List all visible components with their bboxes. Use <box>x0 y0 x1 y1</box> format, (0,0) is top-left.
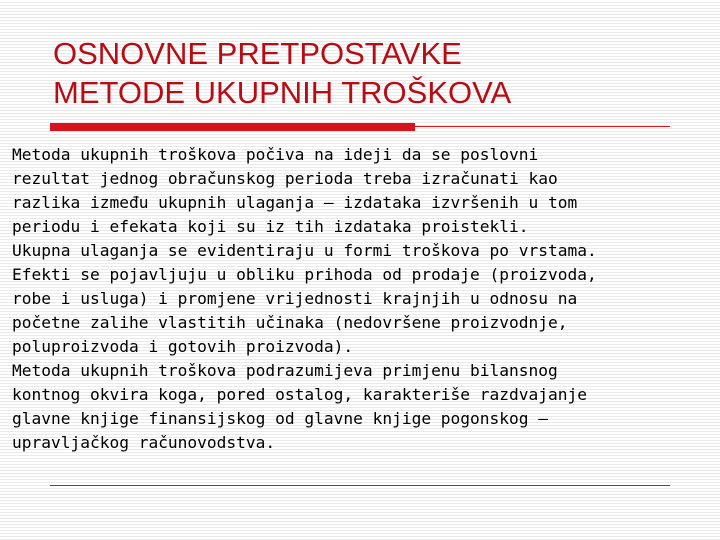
body-line: Metoda ukupnih troškova počiva na ideji da se poslovni <box>12 145 539 164</box>
body-line: periodu i efekata koji su iz tih izdataka proistekli. <box>12 217 529 236</box>
body-line: kontnog okvira koga, pored ostalog, karakteriše razdvajanje <box>12 385 587 404</box>
body-line: Efekti se pojavljuju u obliku prihoda od prodaje (proizvoda, <box>12 265 597 284</box>
body-line: početne zalihe vlastitih učinaka (nedovršene proizvodnje, <box>12 313 568 332</box>
body-line: poluproizvoda i gotovih proizvoda). <box>12 337 354 356</box>
body-line: upravljačkog računovodstva. <box>12 433 276 452</box>
body-line: Ukupna ulaganja se evidentiraju u formi troškova po vrstama. <box>12 241 597 260</box>
body-line: Metoda ukupnih troškova podrazumijeva primjenu bilansnog <box>12 361 558 380</box>
title-accent-bar <box>50 123 415 131</box>
slide-title <box>53 34 693 112</box>
body-line: rezultat jednog obračunskog perioda treba izračunati kao <box>12 169 558 188</box>
body-line: robe i usluga) i promjene vrijednosti krajnjih u odnosu na <box>12 289 578 308</box>
slide-title-line: OSNOVNE PRETPOSTAVKE <box>53 36 462 71</box>
body-line: glavne knjige finansijskog od glavne knjige pogonskog – <box>12 409 549 428</box>
footer-rule <box>50 485 670 486</box>
slide-body <box>12 143 692 455</box>
slide-title-line: METODE UKUPNIH TROŠKOVA <box>53 75 512 110</box>
body-line: razlika između ukupnih ulaganja – izdataka izvršenih u tom <box>12 193 578 212</box>
